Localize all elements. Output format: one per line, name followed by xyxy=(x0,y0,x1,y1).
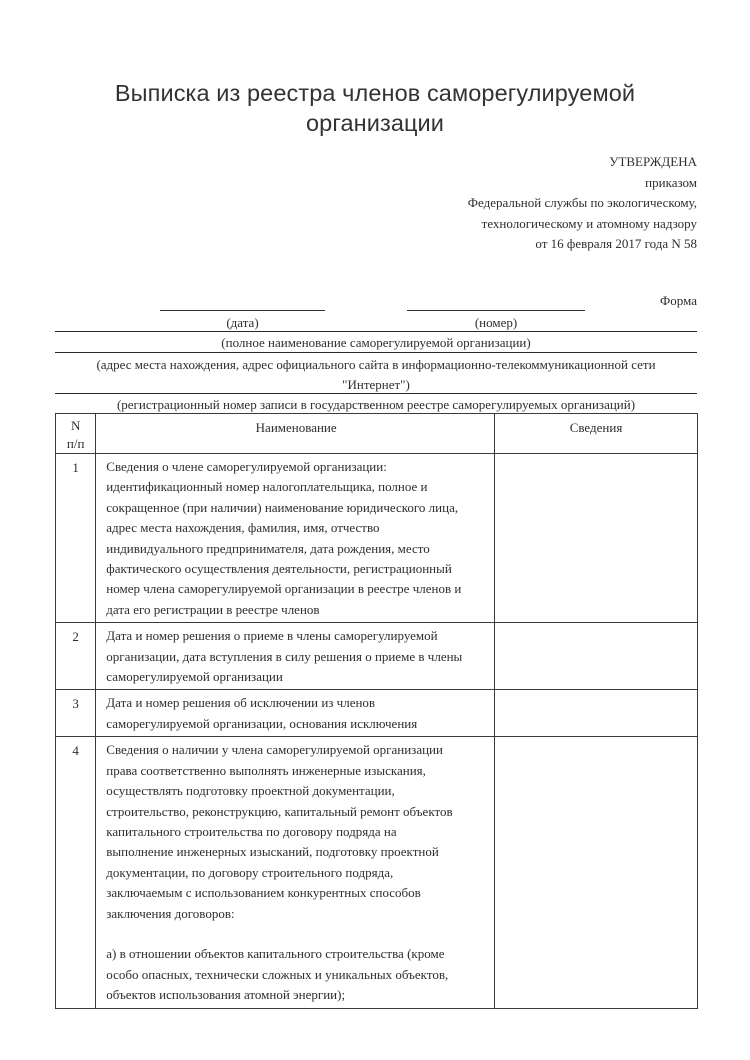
address-caption-line-2: "Интернет") xyxy=(342,376,410,392)
approval-line-agency-1: Федеральной службы по экологическому, xyxy=(467,195,697,211)
row-name-line: саморегулируемой организации xyxy=(106,669,283,685)
row-info-cell[interactable] xyxy=(495,737,698,1008)
row-name xyxy=(96,454,495,623)
row-name xyxy=(96,623,495,690)
row-name-line: дата его регистрации в реестре членов xyxy=(106,601,320,617)
approval-line-agency-2: технологическому и атомному надзору xyxy=(481,215,697,231)
document-title-line-1: Выписка из реестра членов саморегулируемой xyxy=(114,80,636,106)
reg-number-field[interactable] xyxy=(55,393,697,394)
approval-line-approved: УТВЕРЖДЕНА xyxy=(609,154,697,169)
header-num-line-2: п/п xyxy=(66,436,85,451)
row-num: 2 xyxy=(56,623,96,690)
row-name-line: организации, дата вступления в силу решения о приеме в члены xyxy=(106,648,463,664)
number-field[interactable] xyxy=(407,310,585,311)
row-name-line: Дата и номер решения об исключении из членов xyxy=(106,695,376,711)
paragraph-spacer xyxy=(106,924,486,944)
org-name-field[interactable] xyxy=(55,331,697,332)
row-name-line: строительство, реконструкцию, капитальный ремонт объектов xyxy=(106,803,453,819)
approval-line-order: приказом xyxy=(645,174,697,190)
row-name-line: саморегулируемой организации, основания исключения xyxy=(106,715,418,731)
row-name-line: фактического осуществления деятельности, регистрационный xyxy=(106,561,452,577)
row-name-line: сокращенное (при наличии) наименование юридического лица, xyxy=(106,499,459,515)
row-name-line: заключения договоров: xyxy=(106,905,235,921)
row-num: 1 xyxy=(56,454,96,623)
row-name-line: документации, по договору строительного подряда, xyxy=(106,864,394,880)
row-name-line: Дата и номер решения о приеме в члены саморегулируемой xyxy=(106,628,438,644)
approval-line-date: от 16 февраля 2017 года N 58 xyxy=(535,236,697,252)
row-name-line: выполнение инженерных изысканий, подготовку проектной xyxy=(106,844,439,860)
row-subitem-line: а) в отношении объектов капитального строительства (кроме xyxy=(106,946,445,962)
row-info-cell[interactable] xyxy=(495,690,698,737)
date-caption: (дата) xyxy=(226,315,259,330)
address-caption xyxy=(55,355,697,394)
row-name-line: Сведения о члене саморегулируемой организации: xyxy=(106,459,387,474)
row-info-cell[interactable] xyxy=(495,623,698,690)
org-name-caption: (полное наименование саморегулируемой организации) xyxy=(221,335,531,350)
row-name-line: индивидуального предпринимателя, дата рождения, место xyxy=(106,540,430,556)
number-caption: (номер) xyxy=(474,315,518,330)
table-header-row xyxy=(56,414,698,454)
row-subitem-line: объектов использования атомной энергии); xyxy=(106,987,346,1003)
table-row xyxy=(56,690,698,737)
row-name-line: номер члена саморегулируемой организации в реестре членов и xyxy=(106,581,462,597)
row-name-line: Сведения о наличии у члена саморегулируемой организации xyxy=(106,742,443,758)
row-name-line: идентификационный номер налогоплательщика, полное и xyxy=(106,479,428,495)
row-name xyxy=(96,737,495,1008)
row-name-line: заключаемым с использованием конкурентных способов xyxy=(106,885,421,901)
approval-block xyxy=(468,152,697,255)
row-num: 3 xyxy=(56,690,96,737)
row-subitem-line: особо опасных, технически сложных и уникальных объектов, xyxy=(106,966,449,982)
date-field[interactable] xyxy=(160,310,325,311)
table-row xyxy=(56,623,698,690)
row-name xyxy=(96,690,495,737)
document-title-line-2: организации xyxy=(305,110,445,136)
row-info-cell[interactable] xyxy=(495,454,698,623)
header-info: Сведения xyxy=(495,414,698,454)
table-row xyxy=(56,454,698,623)
reg-number-caption: (регистрационный номер записи в государственном реестре саморегулируемых организаций) xyxy=(116,397,636,412)
header-name: Наименование xyxy=(96,414,495,454)
form-label: Форма xyxy=(660,293,697,308)
row-num: 4 xyxy=(56,737,96,1008)
row-name-line: права соответственно выполнять инженерные изыскания, xyxy=(106,762,426,778)
document-title xyxy=(0,78,750,138)
address-caption-line-1: (адрес места нахождения, адрес официального сайта в информационно-телекоммуникационной сети xyxy=(96,357,656,372)
row-name-line: капитального строительства по договору подряда на xyxy=(106,823,397,839)
row-name-line: осуществлять подготовку проектной документации, xyxy=(106,783,395,799)
header-num-line-1: N xyxy=(70,418,81,433)
register-table xyxy=(55,413,698,1009)
table-row xyxy=(56,737,698,1008)
header-num xyxy=(56,414,96,454)
row-name-line: адрес места нахождения, фамилия, имя, отчество xyxy=(106,520,380,536)
address-field[interactable] xyxy=(55,352,697,353)
